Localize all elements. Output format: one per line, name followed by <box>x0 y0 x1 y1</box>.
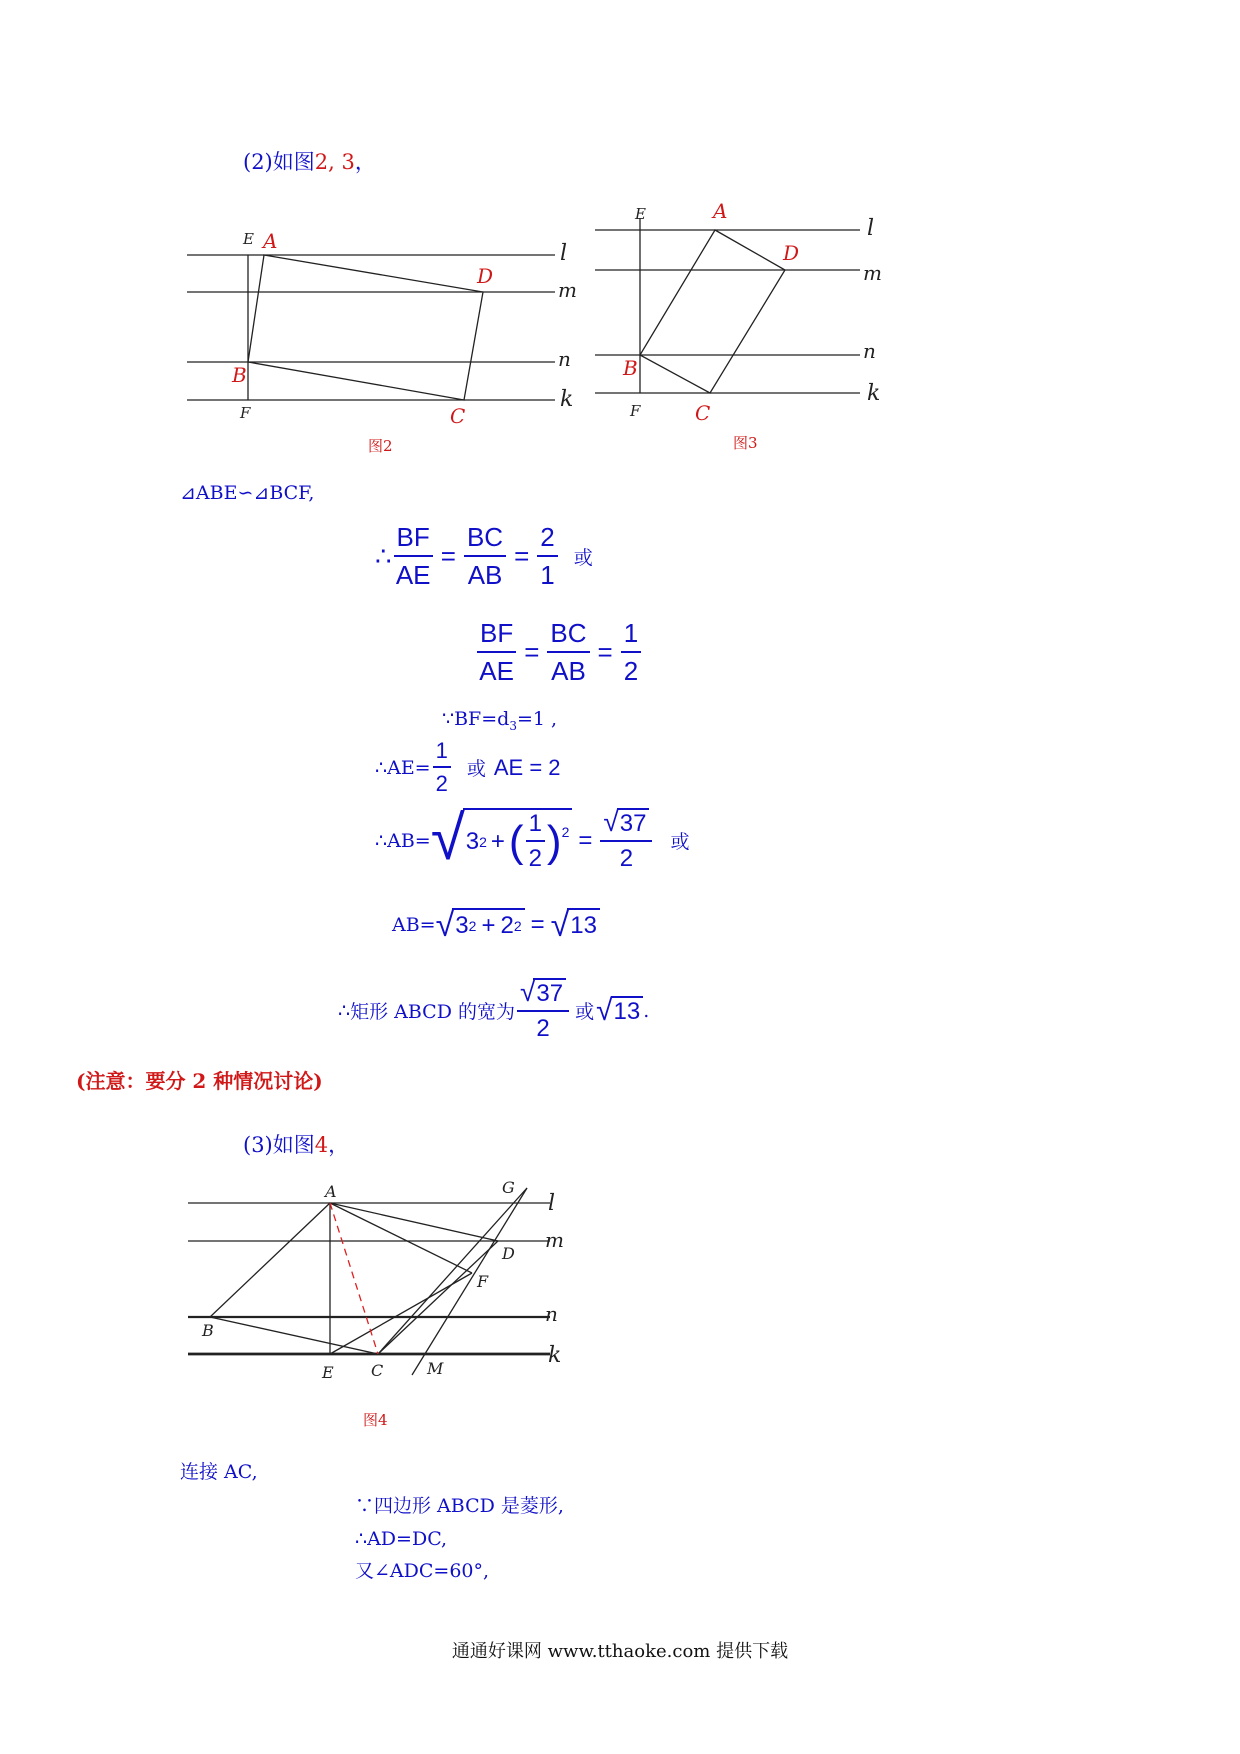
connect-ac: 连接 AC, <box>180 1461 258 1483</box>
svg-text:D: D <box>477 264 494 288</box>
svg-text:E: E <box>635 205 646 223</box>
svg-text:m: m <box>558 278 577 302</box>
svg-text:k: k <box>867 381 881 406</box>
svg-text:图2: 图2 <box>368 437 393 455</box>
svg-text:B: B <box>623 356 638 380</box>
fraction-sqrt37-2: √ 37 2 <box>600 808 652 873</box>
svg-text:n: n <box>863 339 876 363</box>
svg-text:B: B <box>232 363 247 387</box>
fraction-bf-ae: $\frac{BF}{AE}$ <box>394 522 433 591</box>
svg-text:F: F <box>240 404 251 422</box>
fraction-bf-ae-2: $\frac{BF}{AE}$ <box>477 618 516 687</box>
part2-heading: (2)如图2, 3， <box>243 150 376 174</box>
svg-text:k: k <box>560 387 574 412</box>
rhombus-statement: ∵四边形 ABCD 是菱形, <box>355 1495 564 1517</box>
fraction-half: $\frac{1}{2}$ <box>433 738 451 797</box>
svg-text:E: E <box>322 1363 334 1382</box>
fraction-sqrt37-2-conclusion: √ 37 2 <box>517 978 569 1043</box>
similar-triangles: ⊿ABE∽⊿BCF, <box>180 482 315 504</box>
svg-text:A: A <box>713 199 728 223</box>
svg-text:C: C <box>695 401 711 425</box>
fraction-bc-ab-2: $\frac{BC}{AB}$ <box>547 618 589 687</box>
svg-text:m: m <box>863 261 882 285</box>
svg-text:l: l <box>867 216 875 241</box>
width-conclusion: ∴ 矩形 ABCD 的宽为 √ 37 2 或 √ 13 . <box>338 976 650 1042</box>
svg-text:D: D <box>502 1244 515 1263</box>
svg-text:B: B <box>202 1321 214 1340</box>
figure-3 <box>595 200 895 460</box>
ratio-equation-1: ∴ $\frac{BF}{AE}$ = $\frac{BC}{AB}$ = $\frac{2}{1}$ 或 <box>375 522 593 590</box>
part3-heading: (3)如图4， <box>243 1133 350 1157</box>
ad-equals-dc: ∴AD=DC, <box>355 1528 448 1550</box>
svg-text:n: n <box>545 1302 558 1326</box>
svg-text:F: F <box>477 1272 489 1291</box>
svg-text:C: C <box>371 1361 384 1380</box>
svg-text:M: M <box>427 1359 444 1378</box>
svg-text:n: n <box>558 347 571 371</box>
fraction-bc-ab: $\frac{BC}{AB}$ <box>464 522 506 591</box>
radical-ab-1: √ 3 2 + ( $\frac{1}{2}$ ) $^2$ <box>431 808 573 873</box>
svg-text:l: l <box>548 1191 556 1216</box>
svg-text:E: E <box>243 230 254 248</box>
svg-text:A: A <box>325 1182 337 1201</box>
svg-text:A: A <box>263 229 278 253</box>
svg-text:图3: 图3 <box>733 434 758 452</box>
ab-case-2: AB= √ 3 2 + 2 2 = √ 13 <box>392 908 600 942</box>
ae-result: ∴ AE= $\frac{1}{2}$ 或 AE = 2 <box>375 738 561 796</box>
ab-case-1: ∴ AB= √ 3 2 + ( $\frac{1}{2}$ ) $^2$ = √ 37 2 或 <box>375 804 690 873</box>
angle-adc: 又∠ADC=60°, <box>355 1560 490 1582</box>
svg-text:C: C <box>450 404 466 428</box>
svg-text:D: D <box>783 241 800 265</box>
note: (注意：要分 2 种情况讨论) <box>76 1069 323 1093</box>
figure-2 <box>180 225 600 455</box>
svg-text:F: F <box>630 402 641 420</box>
svg-text:k: k <box>548 1343 562 1368</box>
ratio-equation-2: $\frac{BF}{AE}$ = $\frac{BC}{AB}$ = $\frac{1}{2}$ <box>475 618 643 687</box>
svg-text:l: l <box>560 241 568 266</box>
svg-text:图4: 图4 <box>363 1411 388 1429</box>
fraction-1-2: $\frac{1}{2}$ <box>621 618 641 687</box>
svg-text:m: m <box>545 1228 564 1252</box>
given-bf: $\because BF=d_3=1$ , <box>442 708 558 733</box>
svg-text:G: G <box>502 1178 515 1197</box>
fraction-2-1: $\frac{2}{1}$ <box>537 522 557 591</box>
figure-4 <box>180 1180 580 1440</box>
footer: 通通好课网 www.tthaoke.com 提供下载 <box>451 1641 789 1662</box>
